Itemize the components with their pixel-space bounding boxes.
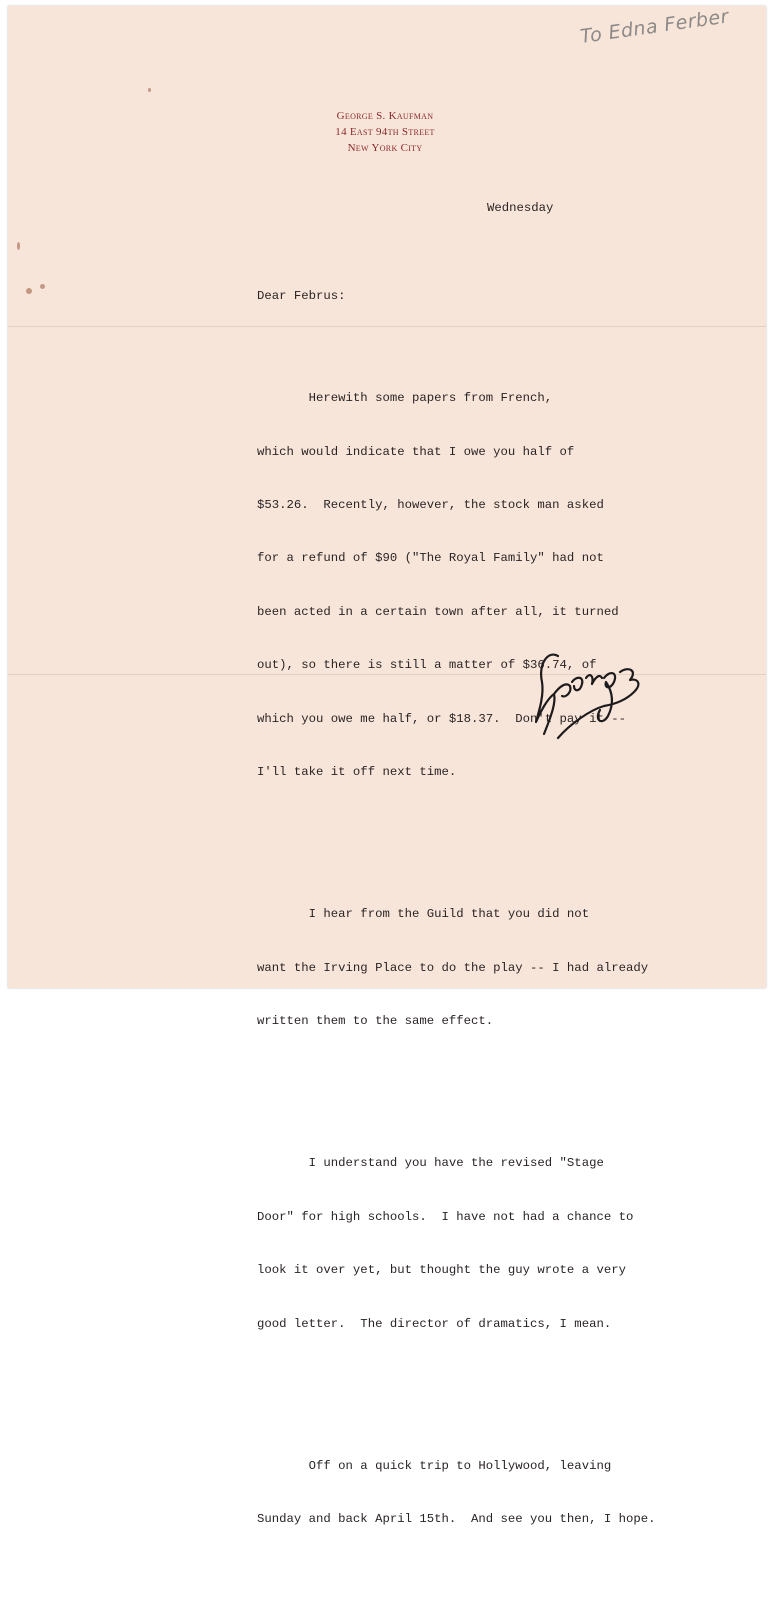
body-line: Herewith some papers from French,: [257, 391, 553, 406]
paragraph-stage-door: [257, 1120, 655, 1369]
letter-date: Wednesday: [487, 201, 554, 215]
body-line: $53.26. Recently, however, the stock man asked: [257, 497, 604, 512]
paper-stain: [148, 88, 151, 92]
paper-stain: [17, 242, 20, 250]
paper-stain: [40, 284, 45, 289]
body-line: I'll take it off next time.: [257, 764, 457, 779]
body-line: Door" for high schools. I have not had a chance to: [257, 1209, 634, 1224]
body-line: which would indicate that I owe you half of: [257, 444, 575, 459]
body-line: I hear from the Guild that you did not: [257, 907, 590, 922]
body-line: look it over yet, but thought the guy wrote a very: [257, 1263, 626, 1278]
body-line: I understand you have the revised "Stage: [257, 1156, 604, 1171]
handwritten-annotation: To Edna Ferber: [578, 5, 731, 48]
letterhead: [300, 108, 470, 156]
body-line: been acted in a certain town after all, it turned: [257, 604, 619, 619]
body-line: Off on a quick trip to Hollywood, leaving: [257, 1459, 612, 1473]
paragraph-guild: [257, 871, 655, 1067]
letter-body: [257, 319, 655, 1600]
paragraph-refund: [257, 355, 655, 818]
signature: [530, 642, 650, 742]
letterhead-name: George S. Kaufman: [336, 110, 434, 122]
paper-stain: [26, 288, 32, 294]
body-line: which you owe me half, or $18.37. Don't pay it --: [257, 711, 626, 726]
body-line: written them to the same effect.: [257, 1014, 494, 1029]
body-line: out), so there is still a matter of $36.74, of: [257, 658, 597, 673]
salutation: Dear Februs:: [257, 289, 346, 303]
letterhead-city: New York City: [347, 142, 423, 154]
paragraph-hollywood: [257, 1422, 655, 1564]
body-line: want the Irving Place to do the play -- I had already: [257, 960, 649, 975]
body-line: for a refund of $90 ("The Royal Family" had not: [257, 551, 604, 566]
letterhead-street: 14 East 94th Street: [335, 126, 435, 138]
body-line: good letter. The director of dramatics, I mean.: [257, 1316, 612, 1331]
body-line: Sunday and back April 15th. And see you then, I hope.: [257, 1512, 656, 1527]
